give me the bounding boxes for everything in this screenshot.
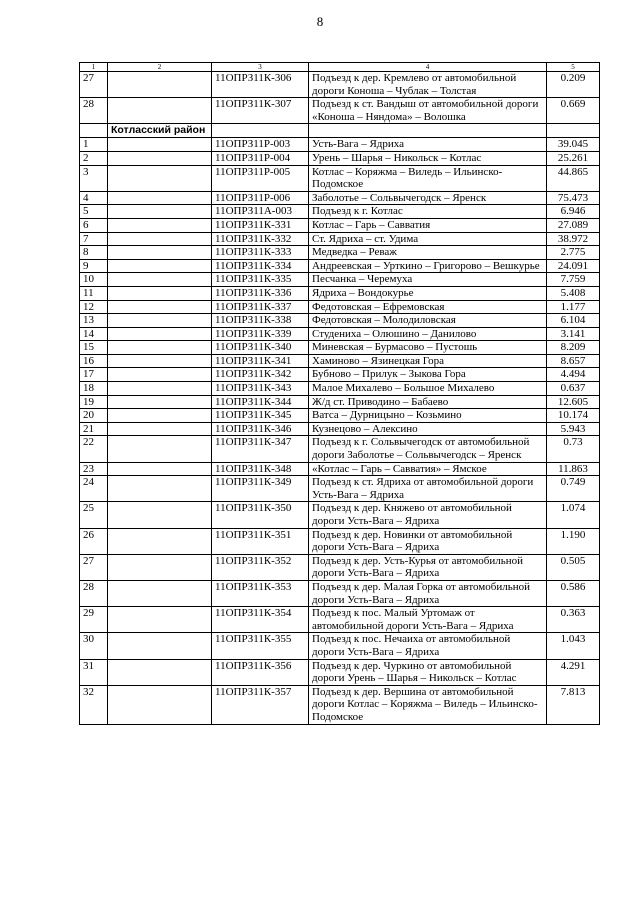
road-name: Андреевская – Урткино – Григорово – Вешкурье <box>309 259 547 273</box>
road-code: 11ОПРЗ11К-350 <box>212 502 309 528</box>
road-code: 11ОПРЗ11К-354 <box>212 607 309 633</box>
road-name: Подъезд к пос. Нечаиха от автомобильной дороги Усть-Вага – Ядриха <box>309 633 547 659</box>
road-name: Подъезд к дер. Кремлево от автомобильной дороги Коноша – Чублак – Толстая <box>309 72 547 98</box>
row-number: 22 <box>80 436 108 462</box>
road-name: Федотовская – Молодиловская <box>309 314 547 328</box>
row-number: 8 <box>80 246 108 260</box>
table-row <box>80 205 600 219</box>
road-length: 2.775 <box>547 246 600 260</box>
row-empty-cell <box>108 409 212 423</box>
road-code: 11ОПРЗ11К-355 <box>212 633 309 659</box>
row-empty-cell <box>108 246 212 260</box>
roads-table <box>79 62 600 725</box>
row-empty-cell <box>108 685 212 724</box>
road-code: 11ОПРЗ11К-353 <box>212 580 309 606</box>
row-number: 28 <box>80 98 108 124</box>
table-row <box>80 138 600 152</box>
road-code: 11ОПРЗ11К-336 <box>212 286 309 300</box>
row-number: 17 <box>80 368 108 382</box>
row-number: 1 <box>80 138 108 152</box>
table-row <box>80 98 600 124</box>
row-empty-cell <box>80 124 108 138</box>
road-length: 10.174 <box>547 409 600 423</box>
road-length: 0.669 <box>547 98 600 124</box>
table-row <box>80 436 600 462</box>
row-empty-cell <box>108 300 212 314</box>
table-row <box>80 422 600 436</box>
row-number: 30 <box>80 633 108 659</box>
road-code: 11ОПРЗ11Р-004 <box>212 151 309 165</box>
road-code: 11ОПРЗ11К-337 <box>212 300 309 314</box>
road-length: 11.863 <box>547 462 600 476</box>
road-length: 1.074 <box>547 502 600 528</box>
row-number: 27 <box>80 554 108 580</box>
column-number: 3 <box>212 63 309 72</box>
row-number: 3 <box>80 165 108 191</box>
row-empty-cell <box>108 528 212 554</box>
row-empty-cell <box>108 98 212 124</box>
row-number: 11 <box>80 286 108 300</box>
row-empty-cell <box>108 368 212 382</box>
row-number: 31 <box>80 659 108 685</box>
road-name: Котлас – Коряжма – Виледь – Ильинско-Подомское <box>309 165 547 191</box>
row-number: 19 <box>80 395 108 409</box>
road-length: 1.190 <box>547 528 600 554</box>
road-code: 11ОПРЗ11К-348 <box>212 462 309 476</box>
road-length: 0.586 <box>547 580 600 606</box>
row-empty-cell <box>108 327 212 341</box>
row-number: 16 <box>80 354 108 368</box>
road-code: 11ОПРЗ11К-352 <box>212 554 309 580</box>
row-empty-cell <box>108 191 212 205</box>
row-empty-cell <box>108 476 212 502</box>
road-length: 0.73 <box>547 436 600 462</box>
row-number: 29 <box>80 607 108 633</box>
road-name: Бубново – Прилук – Зыкова Гора <box>309 368 547 382</box>
row-empty-cell <box>108 422 212 436</box>
road-code: 11ОПРЗ11К-338 <box>212 314 309 328</box>
road-code: 11ОПРЗ11К-331 <box>212 218 309 232</box>
road-code: 11ОПРЗ11К-332 <box>212 232 309 246</box>
row-empty-cell <box>212 124 309 138</box>
table-body <box>80 72 600 725</box>
road-code: 11ОПРЗ11К-335 <box>212 273 309 287</box>
road-length: 6.104 <box>547 314 600 328</box>
table-row <box>80 382 600 396</box>
row-empty-cell <box>108 395 212 409</box>
row-number: 24 <box>80 476 108 502</box>
road-name: «Котлас – Гарь – Савватия» – Ямское <box>309 462 547 476</box>
road-name: Подъезд к дер. Усть-Курья от автомобильной дороги Усть-Вага – Ядриха <box>309 554 547 580</box>
table-row <box>80 462 600 476</box>
road-length: 5.408 <box>547 286 600 300</box>
table-row <box>80 314 600 328</box>
row-empty-cell <box>108 151 212 165</box>
road-code: 11ОПРЗ11А-003 <box>212 205 309 219</box>
road-name: Кузнецово – Алексино <box>309 422 547 436</box>
row-number: 27 <box>80 72 108 98</box>
road-length: 75.473 <box>547 191 600 205</box>
road-length: 3.141 <box>547 327 600 341</box>
column-number: 1 <box>80 63 108 72</box>
row-number: 2 <box>80 151 108 165</box>
road-length: 4.291 <box>547 659 600 685</box>
road-name: Песчанка – Черемуха <box>309 273 547 287</box>
row-empty-cell <box>108 314 212 328</box>
row-empty-cell <box>108 273 212 287</box>
row-empty-cell <box>108 341 212 355</box>
row-empty-cell <box>108 580 212 606</box>
table-row <box>80 368 600 382</box>
road-length: 5.943 <box>547 422 600 436</box>
table-row <box>80 607 600 633</box>
road-name: Медведка – Реваж <box>309 246 547 260</box>
row-number: 5 <box>80 205 108 219</box>
road-code: 11ОПРЗ11К-333 <box>212 246 309 260</box>
road-length: 0.749 <box>547 476 600 502</box>
row-number: 13 <box>80 314 108 328</box>
row-empty-cell <box>108 286 212 300</box>
row-empty-cell <box>108 138 212 152</box>
row-empty-cell <box>108 462 212 476</box>
district-header-row <box>80 124 600 138</box>
row-empty-cell <box>108 205 212 219</box>
row-empty-cell <box>108 259 212 273</box>
row-empty-cell <box>108 502 212 528</box>
road-code: 11ОПРЗ11Р-006 <box>212 191 309 205</box>
road-code: 11ОПРЗ11К-339 <box>212 327 309 341</box>
page-number: 8 <box>316 14 324 29</box>
row-number: 12 <box>80 300 108 314</box>
row-number: 4 <box>80 191 108 205</box>
table-row <box>80 246 600 260</box>
road-code: 11ОПРЗ11Р-003 <box>212 138 309 152</box>
table-row <box>80 554 600 580</box>
table-row <box>80 685 600 724</box>
row-number: 20 <box>80 409 108 423</box>
row-number: 15 <box>80 341 108 355</box>
table-row <box>80 165 600 191</box>
row-number: 10 <box>80 273 108 287</box>
row-empty-cell <box>108 659 212 685</box>
row-number: 28 <box>80 580 108 606</box>
road-code: 11ОПРЗ11К-307 <box>212 98 309 124</box>
row-number: 21 <box>80 422 108 436</box>
row-number: 32 <box>80 685 108 724</box>
row-number: 25 <box>80 502 108 528</box>
road-name: Подъезд к ст. Вандыш от автомобильной дороги «Коноша – Няндома» – Волошка <box>309 98 547 124</box>
road-name: Усть-Вага – Ядриха <box>309 138 547 152</box>
road-code: 11ОПРЗ11К-357 <box>212 685 309 724</box>
row-empty-cell <box>108 165 212 191</box>
road-length: 7.813 <box>547 685 600 724</box>
row-empty-cell <box>108 218 212 232</box>
table-row <box>80 72 600 98</box>
road-name: Ватса – Дурницыно – Козьмино <box>309 409 547 423</box>
road-code: 11ОПРЗ11К-351 <box>212 528 309 554</box>
table-row <box>80 659 600 685</box>
road-code: 11ОПРЗ11К-341 <box>212 354 309 368</box>
road-length: 39.045 <box>547 138 600 152</box>
road-code: 11ОПРЗ11К-344 <box>212 395 309 409</box>
row-empty-cell <box>108 382 212 396</box>
table-row <box>80 191 600 205</box>
road-code: 11ОПРЗ11К-343 <box>212 382 309 396</box>
road-code: 11ОПРЗ11К-345 <box>212 409 309 423</box>
road-length: 1.177 <box>547 300 600 314</box>
road-name: Подъезд к ст. Ядриха от автомобильной дороги Усть-Вага – Ядриха <box>309 476 547 502</box>
road-code: 11ОПРЗ11К-306 <box>212 72 309 98</box>
row-number: 14 <box>80 327 108 341</box>
road-length: 0.209 <box>547 72 600 98</box>
table-row <box>80 395 600 409</box>
table-row <box>80 273 600 287</box>
road-length: 24.091 <box>547 259 600 273</box>
road-length: 4.494 <box>547 368 600 382</box>
table-row <box>80 580 600 606</box>
road-name: Хаминово – Язинецкая Гора <box>309 354 547 368</box>
row-number: 7 <box>80 232 108 246</box>
road-length: 12.605 <box>547 395 600 409</box>
road-name: Котлас – Гарь – Савватия <box>309 218 547 232</box>
column-number-row <box>80 63 600 72</box>
row-empty-cell <box>108 232 212 246</box>
table-row <box>80 409 600 423</box>
road-name: Студениха – Олюшино – Данилово <box>309 327 547 341</box>
road-name: Малое Михалево – Большое Михалево <box>309 382 547 396</box>
road-code: 11ОПРЗ11К-334 <box>212 259 309 273</box>
row-number: 18 <box>80 382 108 396</box>
row-empty-cell <box>108 354 212 368</box>
road-length: 8.209 <box>547 341 600 355</box>
table-row <box>80 633 600 659</box>
road-name: Ядриха – Вондокурье <box>309 286 547 300</box>
road-name: Заболотье – Сольвычегодск – Яренск <box>309 191 547 205</box>
column-number: 4 <box>309 63 547 72</box>
row-empty-cell <box>108 72 212 98</box>
road-name: Федотовская – Ефремовская <box>309 300 547 314</box>
table-row <box>80 218 600 232</box>
row-number: 9 <box>80 259 108 273</box>
road-name: Подъезд к дер. Вершина от автомобильной дороги Котлас – Коряжма – Виледь – Ильинско-Подомское <box>309 685 547 724</box>
road-length: 0.637 <box>547 382 600 396</box>
row-number: 26 <box>80 528 108 554</box>
district-name: Котласский район <box>108 124 212 138</box>
road-name: Подъезд к пос. Малый Уртомаж от автомобильной дороги Усть-Вага – Ядриха <box>309 607 547 633</box>
row-empty-cell <box>108 633 212 659</box>
road-name: Подъезд к дер. Чуркино от автомобильной дороги Урень – Шарья – Никольск – Котлас <box>309 659 547 685</box>
road-code: 11ОПРЗ11К-356 <box>212 659 309 685</box>
table-row <box>80 259 600 273</box>
road-code: 11ОПРЗ11К-347 <box>212 436 309 462</box>
column-number: 2 <box>108 63 212 72</box>
table-row <box>80 341 600 355</box>
road-code: 11ОПРЗ11К-346 <box>212 422 309 436</box>
road-code: 11ОПРЗ11К-342 <box>212 368 309 382</box>
road-length: 8.657 <box>547 354 600 368</box>
road-name: Миневская – Бурмасово – Пустошь <box>309 341 547 355</box>
road-name: Ж/д ст. Приводино – Бабаево <box>309 395 547 409</box>
road-code: 11ОПРЗ11К-349 <box>212 476 309 502</box>
table-row <box>80 476 600 502</box>
table-row <box>80 151 600 165</box>
road-length: 1.043 <box>547 633 600 659</box>
table-row <box>80 286 600 300</box>
road-length: 38.972 <box>547 232 600 246</box>
road-length: 44.865 <box>547 165 600 191</box>
table-row <box>80 354 600 368</box>
row-empty-cell <box>108 436 212 462</box>
road-length: 6.946 <box>547 205 600 219</box>
road-length: 27.089 <box>547 218 600 232</box>
row-empty-cell <box>547 124 600 138</box>
road-length: 0.363 <box>547 607 600 633</box>
row-number: 23 <box>80 462 108 476</box>
road-code: 11ОПРЗ11Р-005 <box>212 165 309 191</box>
row-empty-cell <box>309 124 547 138</box>
table-row <box>80 327 600 341</box>
road-length: 0.505 <box>547 554 600 580</box>
table-row <box>80 528 600 554</box>
road-length: 7.759 <box>547 273 600 287</box>
road-name: Подъезд к г. Сольвычегодск от автомобильной дороги Заболотье – Сольвычегодск – Яренск <box>309 436 547 462</box>
table-row <box>80 232 600 246</box>
road-name: Урень – Шарья – Никольск – Котлас <box>309 151 547 165</box>
column-number: 5 <box>547 63 600 72</box>
road-name: Подъезд к дер. Новинки от автомобильной дороги Усть-Вага – Ядриха <box>309 528 547 554</box>
table-row <box>80 502 600 528</box>
row-number: 6 <box>80 218 108 232</box>
row-empty-cell <box>108 554 212 580</box>
row-empty-cell <box>108 607 212 633</box>
road-code: 11ОПРЗ11К-340 <box>212 341 309 355</box>
road-name: Ст. Ядриха – ст. Удима <box>309 232 547 246</box>
road-name: Подъезд к дер. Малая Горка от автомобильной дороги Усть-Вага – Ядриха <box>309 580 547 606</box>
road-length: 25.261 <box>547 151 600 165</box>
road-name: Подъезд к дер. Княжево от автомобильной дороги Усть-Вага – Ядриха <box>309 502 547 528</box>
table-row <box>80 300 600 314</box>
road-name: Подъезд к г. Котлас <box>309 205 547 219</box>
